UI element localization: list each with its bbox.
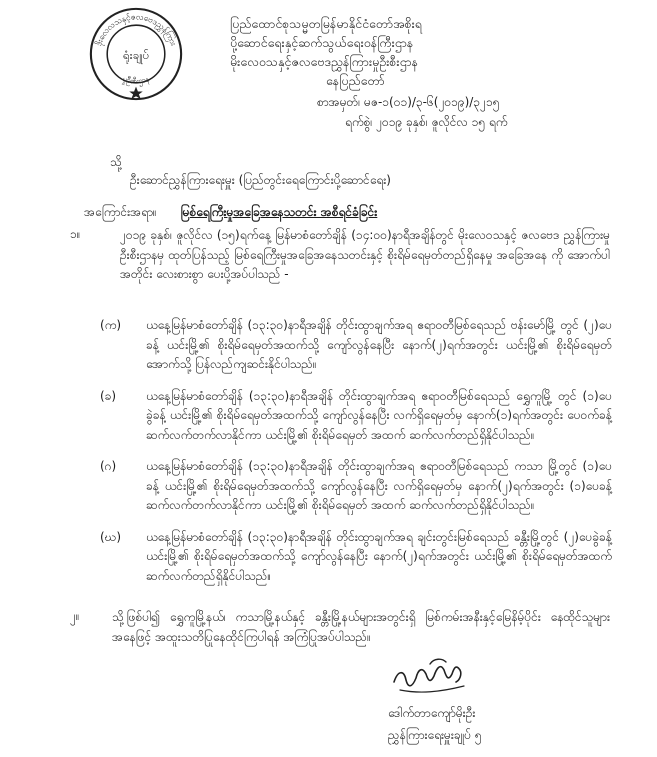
item-marker: (ဃ) <box>100 529 122 544</box>
signer-title: ညွှန်ကြားရေးမှူးချုပ် ၅ <box>388 728 482 742</box>
paragraph-2 <box>70 608 610 647</box>
item-text: ယနေ့မြန်မာစံတော်ချိန် (၁၃:၃၀)နာရီအချိန် တိုင်းထွာချက်အရ ဧရာဝတီမြစ်ရေသည် ဗန်းမော်မြို့ တွင် (၂)ပေခန့် ယင်းမြို့၏ စိုးရိမ်ရေမှတ်အထက်သို့ ကျော်လွန်နေပြီး နောက်(၂)ရက်အတွင်း ယင်းမြို့၏ စိုးရိမ်ရေမှတ်အောက်သို့ ပြန်လည်ကျဆင်းနိုင်ပါသည်။ <box>146 318 612 371</box>
signer-name: ဒေါက်တာကျော်မိုးဦး <box>388 706 476 720</box>
paragraph-text: သို့ဖြစ်ပါ၍ ရွှေကူမြို့နယ်၊ ကသာမြို့နယ်နှင့် ခန္တီးမြို့နယ်များအတွင်းရှိ မြစ်ကမ်းအနီးနှင့်မြေနိမ့်ပိုင်း နေထိုင်သူများအနေဖြင့် အထူးသတိပြုနေထိုင်ကြပါရန် အကြံပြုအပ်ပါသည်။ <box>112 610 610 644</box>
list-item <box>100 387 612 446</box>
item-text: ယနေ့မြန်မာစံတော်ချိန် (၁၃:၃၀)နာရီအချိန် တိုင်းထွာချက်အရ ဧရာဝတီမြစ်ရေသည် ကသာ မြို့တွင် (၁)ပေခန့် ယင်းမြို့၏ စိုးရိမ်ရေမှတ်အထက်သို့ ကျော်လွန်နေပြီး လက်ရှိရေမှတ်မှ နောက်(၂)ရက်အတွင်း (၁)ပေခန့် ဆက်လက်တက်လာနိုင်ကာ ယင်းမြို့၏ စိုးရိမ်ရေမှတ် အထက် ဆက်လက်တည်ရှိနိုင်ပါသည်။ <box>146 459 612 512</box>
to-label: သို့ <box>110 155 122 169</box>
paragraph-number: ၂။ <box>70 609 80 623</box>
svg-text:မှုဦးစီးဌာန: မှုဦးစီးဌာန <box>121 74 151 86</box>
letterhead <box>230 14 610 90</box>
subject-label: အကြောင်းအရာ။ <box>84 205 157 219</box>
letterhead-department: မိုးလေဝသနှင့်ဇလဗေဒညွှန်ကြားမှုဦးစီးဌာန <box>230 54 419 69</box>
list-item <box>100 316 612 375</box>
recipient: ဦးဆောင်ညွှန်ကြားရေးမှူး (ပြည်တွင်းရေကြောင်းပို့ဆောင်ရေး) <box>130 173 391 187</box>
item-marker: (က) <box>100 318 122 332</box>
reference-number: စာအမှတ်၊ မဇ-၁(၀၁)/၃-၆(၂၀၁၉)/၃၂၁၅ <box>317 95 500 109</box>
subject-title: မြစ်ရေကြီးမှုအခြေအနေသတင်း အစီရင်ခံခြင်း <box>180 205 378 219</box>
item-marker: (ခ) <box>100 388 117 403</box>
signature-icon <box>390 652 470 698</box>
list-item <box>100 457 612 516</box>
reference-block <box>317 92 617 132</box>
signer-block <box>388 702 628 746</box>
item-text: ယနေ့မြန်မာစံတော်ချိန် (၁၃:၃၀)နာရီအချိန် တိုင်းထွာချက်အရ ဧရာဝတီမြစ်ရေသည် ရွှေကူမြို့ တွင် (၁)ပေခွဲခန့် ယင်းမြို့၏ စိုးရိမ်ရေမှတ်အထက်သို့ ကျော်လွန်နေပြီး လက်ရှိရေမှတ်မှ နောက်(၁)ရက်အတွင်း ပေဝက်ခန့် ဆက်လက်တက်လာနိုင်ကာ ယင်းမြို့၏ စိုးရိမ်ရေမှတ် အထက် ဆက်လက်တည်ရှိနိုင်ပါသည်။ <box>146 388 612 442</box>
item-marker: (ဂ) <box>100 459 117 473</box>
paragraph-text: ၂၀၁၉ ခုနှစ်၊ ဇူလိုင်လ (၁၅)ရက်နေ့ မြန်မာစံတော်ချိန် (၁၄:၀၀)နာရီအချိန်တွင် မိုးလေဝသနှင့် ဇလဗေဒ ညွှန်ကြားမှုဦးစီးဌာနမှ ထုတ်ပြန်သည့် မြစ်ရေကြီးမှုအခြေအနေသတင်းနှင့် စိုးရိမ်ရေမှတ်တည်ရှိနေမှု အခြေအနေ ကို အောက်ပါအတိုင်း လေးစားစွာ ပေးပို့အပ်ပါသည် - <box>120 228 610 281</box>
reference-date: ရက်စွဲ၊ ၂၀၁၉ ခုနှစ်၊ ဇူလိုင်လ ၁၅ ရက် <box>345 115 508 129</box>
subject-line <box>84 204 604 221</box>
letterhead-government: ပြည်ထောင်စုသမ္မတမြန်မာနိုင်ငံတော်အစိုးရ <box>230 16 422 31</box>
svg-text:ရုံးချုပ်: ရုံးချုပ် <box>122 47 150 62</box>
item-text: ယနေ့မြန်မာစံတော်ချိန် (၁၃:၃၀)နာရီအချိန် တိုင်းထွာချက်အရ ချင်းတွင်းမြစ်ရေသည် ခန္တီးမြို့တွင် (၂)ပေခွဲခန့် ယင်းမြို့၏ စိုးရိမ်ရေမှတ်အထက်သို့ ကျော်လွန်နေပြီး နောက်(၂)ရက်အတွင်း ယင်းမြို့၏ စိုးရိမ်ရေမှတ်အထက် ဆက်လက်တည်ရှိနိုင်ပါသည်။ <box>146 529 612 583</box>
letterhead-city: နေပြည်တော် <box>326 73 385 88</box>
paragraph-number: ၁။ <box>70 227 81 241</box>
list-item <box>100 528 612 587</box>
letterhead-ministry: ပို့ဆောင်ရေးနှင့်ဆက်သွယ်ရေးဝန်ကြီးဌာန <box>230 35 414 50</box>
department-seal-icon <box>88 6 184 102</box>
paragraph-1 <box>70 226 610 285</box>
report-items <box>100 316 612 598</box>
svg-text:ဒိုးလေလသနှင့်ဇလဗေဒညွှန်ကြား: ဒိုးလေလသနှင့်ဇလဗေဒညွှန်ကြား <box>93 11 180 48</box>
